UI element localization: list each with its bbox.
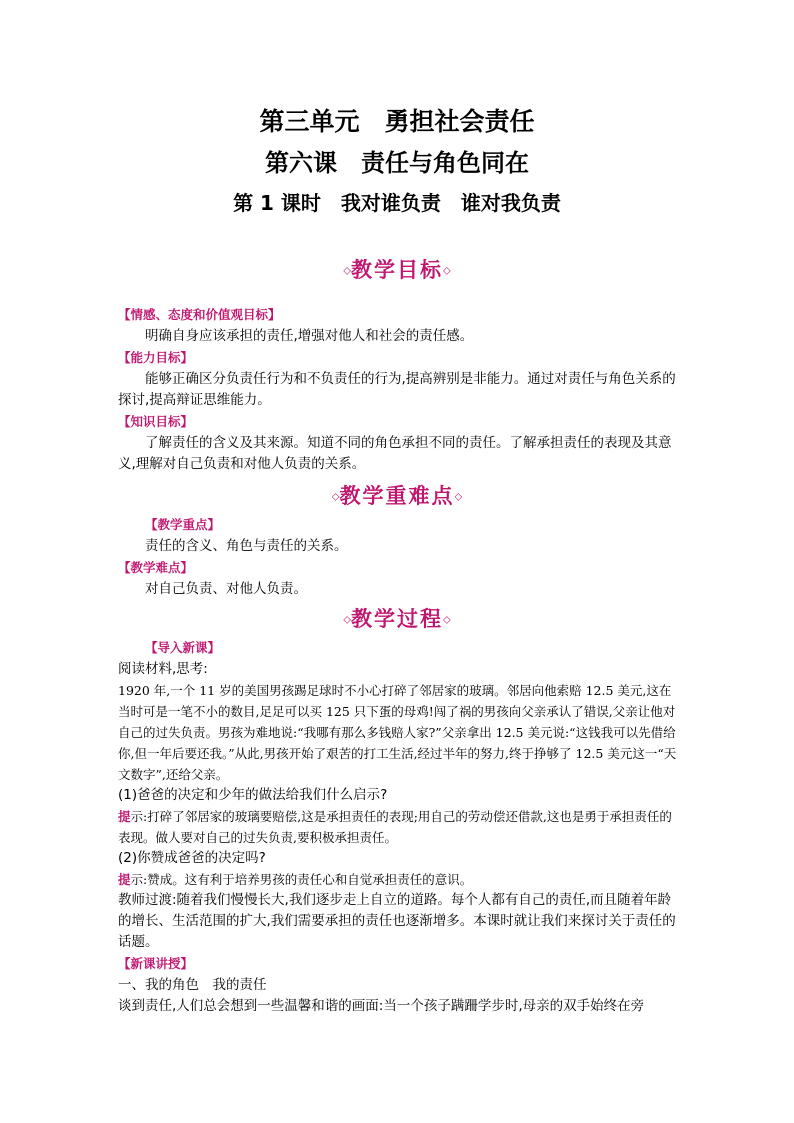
hint-suffix: 示: bbox=[130, 872, 148, 887]
diamond-icon: ◇ bbox=[331, 491, 340, 503]
difficulty-label: 【教学难点】 bbox=[118, 560, 194, 575]
answer-2-text: 赞成。这有利于培养男孩的责任心和自觉承担责任的意识。 bbox=[147, 872, 473, 887]
diamond-icon: ◇ bbox=[443, 614, 451, 626]
period-title: 第 1 课时 我对谁负责 谁对我负责 bbox=[233, 191, 561, 215]
story-text: 1920 年,一个 11 岁的美国男孩踢足球时不小心打碎了邻居家的玻璃。邻居向他索赔 12.5 美元,这在当时可是一笔不小的数目,足足可以买 125 只下蛋的母鸡!闯了祸的男孩向父亲承认了错误,父亲让他对自己的过失负责。男孩为难地说:“我哪有那么多钱赔人家?”父亲拿出 12.5 美元说:“这钱我可以先借给你,但一年后要还我。”从此,男孩开始了艰苦的打工生活,经过半年的努力,终于挣够了 12.5 美元这一“天文数字”,还给父亲。 bbox=[118, 683, 677, 782]
unit-title: 第三单元 勇担社会责任 bbox=[259, 107, 535, 136]
answer-1-text: 打碎了邻居家的玻璃要赔偿,这是承担责任的表现;用自己的劳动偿还借款,这也是勇于承担责任的表现。做人要对自己的过失负责,要积极承担责任。 bbox=[118, 809, 672, 845]
emotion-goal-text: 明确自身应该承担的责任,增强对他人和社会的责任感。 bbox=[145, 328, 474, 344]
read-prompt: 阅读材料,思考: bbox=[118, 661, 208, 677]
knowledge-goal-label: 【知识目标】 bbox=[118, 414, 194, 429]
focus-text: 责任的含义、角色与责任的关系。 bbox=[145, 538, 348, 554]
difficulty-text: 对自己负责、对他人负责。 bbox=[145, 581, 307, 597]
section-heading-process bbox=[0, 603, 794, 633]
hint-label: 提 bbox=[118, 872, 131, 887]
section-heading-process-text: 教学过程 bbox=[351, 607, 443, 631]
hint-suffix: 示: bbox=[130, 809, 148, 824]
question-2: (2)你赞成爸爸的决定吗? bbox=[118, 850, 266, 866]
question-1: (1)爸爸的决定和少年的做法给我们什么启示? bbox=[118, 787, 388, 803]
emotion-goal-label: 【情感、态度和价值观目标】 bbox=[118, 307, 281, 322]
lesson-title: 第六课 责任与角色同在 bbox=[265, 149, 529, 177]
section-heading-key-points bbox=[0, 480, 794, 510]
new-lesson-label: 【新课讲授】 bbox=[118, 956, 194, 971]
intro-label: 【导入新课】 bbox=[145, 640, 221, 655]
ability-goal-label: 【能力目标】 bbox=[118, 350, 194, 365]
diamond-icon: ◇ bbox=[443, 265, 451, 277]
hint-label: 提 bbox=[118, 809, 131, 824]
process-block bbox=[118, 637, 678, 1017]
focus-label: 【教学重点】 bbox=[145, 517, 221, 532]
section-heading-goals-text: 教学目标 bbox=[351, 258, 443, 282]
key-points-block bbox=[118, 514, 678, 600]
knowledge-goal-text: 了解责任的含义及其来源。知道不同的角色承担不同的责任。了解承担责任的表现及其意义,理解对自己负责和对他人负责的关系。 bbox=[118, 435, 672, 472]
goals-block bbox=[118, 304, 678, 475]
diamond-icon: ◇ bbox=[343, 265, 351, 277]
answer-1 bbox=[118, 806, 678, 848]
section-heading-goals bbox=[0, 254, 794, 284]
answer-2 bbox=[118, 869, 678, 890]
section-heading-key-points-text: 教学重难点 bbox=[339, 484, 455, 508]
last-line-text: 谈到责任,人们总会想到一些温馨和谐的画面:当一个孩子蹒跚学步时,母亲的双手始终在旁 bbox=[118, 998, 645, 1014]
teacher-transition: 教师过渡:随着我们慢慢长大,我们逐步走上自立的道路。每个人都有自己的责任,而且随着年龄的增长、生活范围的扩大,我们需要承担的责任也逐渐增多。本课时就让我们来探讨关于责任的话题。 bbox=[118, 892, 676, 950]
subsection-1-title: 一、我的角色 我的责任 bbox=[118, 977, 267, 993]
ability-goal-text: 能够正确区分负责任行为和不负责任的行为,提高辨别是非能力。通过对责任与角色关系的探讨,提高辩证思维能力。 bbox=[118, 371, 676, 408]
diamond-icon: ◇ bbox=[454, 491, 463, 503]
diamond-icon: ◇ bbox=[343, 614, 351, 626]
